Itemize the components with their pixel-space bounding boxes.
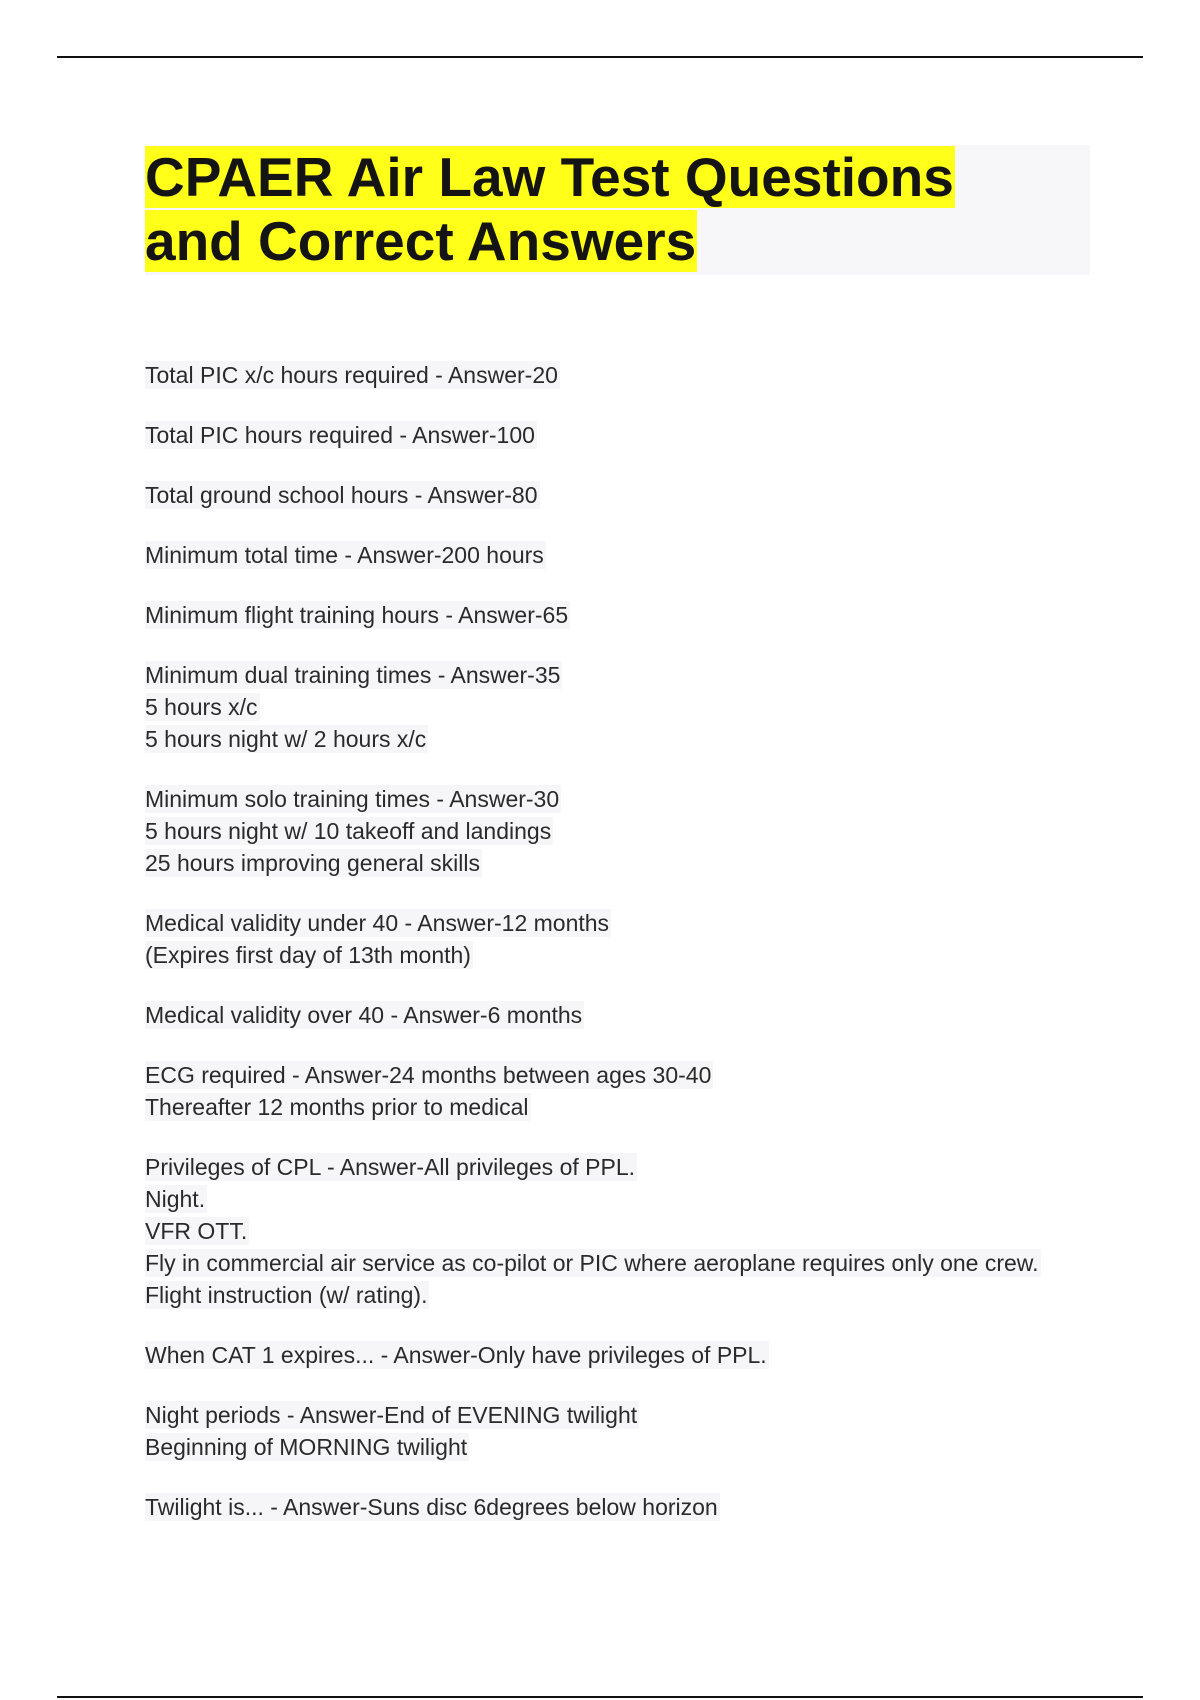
qa-answer-detail: 5 hours x/c	[145, 694, 258, 720]
qa-row	[145, 1061, 1105, 1093]
qa-row	[145, 1185, 1105, 1217]
qa-question-answer: Minimum flight training hours - Answer-65	[145, 602, 569, 628]
qa-question-answer: Twilight is... - Answer-Suns disc 6degrees below horizon	[145, 1494, 718, 1520]
qa-item	[145, 601, 1105, 633]
qa-question-answer: Minimum solo training times - Answer-30	[145, 786, 560, 812]
qa-question-answer: When CAT 1 expires... - Answer-Only have privileges of PPL.	[145, 1342, 767, 1368]
qa-list	[145, 361, 1105, 1553]
qa-question-answer: ECG required - Answer-24 months between ages 30-40	[145, 1062, 712, 1088]
qa-question-answer: Medical validity over 40 - Answer-6 months	[145, 1002, 583, 1028]
qa-row	[145, 481, 1105, 513]
qa-row	[145, 661, 1105, 693]
qa-row	[145, 909, 1105, 941]
qa-answer-detail: Thereafter 12 months prior to medical	[145, 1094, 529, 1120]
qa-answer-detail: Fly in commercial air service as co-pilot or PIC where aeroplane requires only one crew.	[145, 1250, 1039, 1276]
qa-row	[145, 785, 1105, 817]
qa-question-answer: Privileges of CPL - Answer-All privileges of PPL.	[145, 1154, 636, 1180]
qa-row	[145, 1281, 1105, 1313]
qa-answer-detail: (Expires first day of 13th month)	[145, 942, 471, 968]
qa-row	[145, 1493, 1105, 1525]
qa-row	[145, 1153, 1105, 1185]
qa-row	[145, 849, 1105, 881]
title-block	[145, 145, 1090, 275]
qa-question-answer: Minimum total time - Answer-200 hours	[145, 542, 544, 568]
qa-row	[145, 361, 1105, 393]
page-title-line-1: CPAER Air Law Test Questions	[145, 146, 954, 208]
qa-row	[145, 941, 1105, 973]
qa-item	[145, 1153, 1105, 1313]
qa-row	[145, 541, 1105, 573]
top-rule	[57, 56, 1143, 58]
qa-item	[145, 785, 1105, 881]
qa-row	[145, 601, 1105, 633]
qa-item	[145, 481, 1105, 513]
qa-row	[145, 1001, 1105, 1033]
qa-question-answer: Total ground school hours - Answer-80	[145, 482, 538, 508]
qa-item	[145, 541, 1105, 573]
qa-row	[145, 421, 1105, 453]
qa-item	[145, 661, 1105, 757]
qa-item	[145, 1493, 1105, 1525]
qa-item	[145, 1061, 1105, 1125]
qa-question-answer: Night periods - Answer-End of EVENING twilight	[145, 1402, 638, 1428]
qa-row	[145, 693, 1105, 725]
qa-row	[145, 1217, 1105, 1249]
qa-question-answer: Medical validity under 40 - Answer-12 months	[145, 910, 610, 936]
qa-question-answer: Total PIC hours required - Answer-100	[145, 422, 535, 448]
qa-answer-detail: 5 hours night w/ 2 hours x/c	[145, 726, 427, 752]
qa-row	[145, 1341, 1105, 1373]
qa-question-answer: Total PIC x/c hours required - Answer-20	[145, 362, 558, 388]
qa-answer-detail: Flight instruction (w/ rating).	[145, 1282, 428, 1308]
qa-row	[145, 1433, 1105, 1465]
qa-answer-detail: Night.	[145, 1186, 206, 1212]
qa-answer-detail: VFR OTT.	[145, 1218, 248, 1244]
qa-question-answer: Minimum dual training times - Answer-35	[145, 662, 561, 688]
qa-row	[145, 1249, 1105, 1281]
qa-answer-detail: 25 hours improving general skills	[145, 850, 480, 876]
qa-item	[145, 1341, 1105, 1373]
qa-row	[145, 725, 1105, 757]
qa-item	[145, 909, 1105, 973]
qa-answer-detail: 5 hours night w/ 10 takeoff and landings	[145, 818, 552, 844]
qa-answer-detail: Beginning of MORNING twilight	[145, 1434, 468, 1460]
qa-item	[145, 1401, 1105, 1465]
page-title-line-2: and Correct Answers	[145, 210, 697, 272]
qa-item	[145, 421, 1105, 453]
page-title	[145, 145, 1090, 273]
qa-row	[145, 1401, 1105, 1433]
qa-row	[145, 1093, 1105, 1125]
bottom-rule	[57, 1696, 1143, 1698]
qa-item	[145, 1001, 1105, 1033]
qa-item	[145, 361, 1105, 393]
qa-row	[145, 817, 1105, 849]
